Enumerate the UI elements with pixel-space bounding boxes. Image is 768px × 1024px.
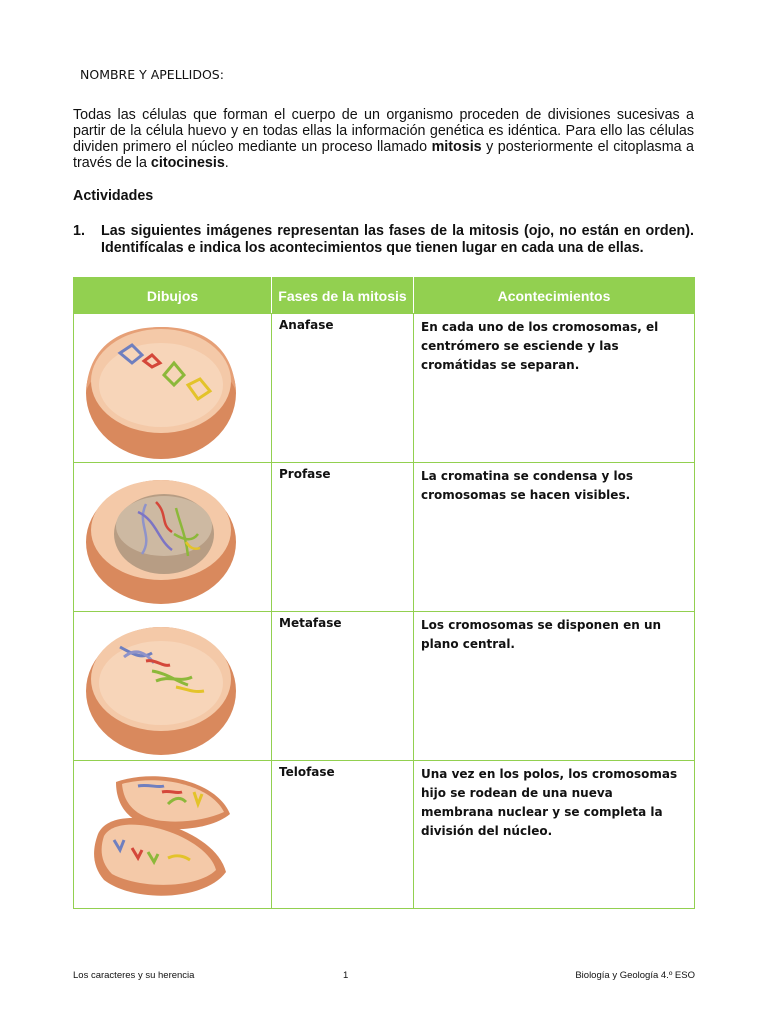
- intro-citocinesis-term: citocinesis: [150, 155, 225, 171]
- phase-name: Telofase: [272, 761, 414, 909]
- table-row: [74, 761, 695, 909]
- intro-paragraph: [73, 107, 694, 171]
- intro-text-3: .: [224, 155, 229, 171]
- phase-event: En cada uno de los cromosomas, el centrómero se esciende y las cromátidas se separan.: [414, 314, 695, 463]
- header-events: Acontecimientos: [414, 278, 695, 314]
- question-text: Las siguientes imágenes representan las fases de la mitosis (ojo, no están en orden). Identifícalas e indica los acontecimientos que tienen lugar en cada una de ellas.: [101, 223, 694, 256]
- question-number: 1.: [73, 223, 85, 239]
- phase-name: Metafase: [272, 612, 414, 761]
- anaphase-cell-illustration: [76, 315, 246, 461]
- intro-text-1: Todas las células que forman el cuerpo de un organismo proceden de divisiones sucesivas a partir de la célula huevo y en todas ellas la información genética es idéntica. Para ello las células dividen primero el núcleo mediante un proceso llamado: [73, 107, 694, 155]
- phase-event: Los cromosomas se disponen en un plano central.: [414, 612, 695, 761]
- table-row: [74, 463, 695, 612]
- student-name-label: NOMBRE Y APELLIDOS:: [80, 67, 224, 82]
- prophase-cell-illustration: [76, 464, 246, 610]
- phase-event: La cromatina se condensa y los cromosomas se hacen visibles.: [414, 463, 695, 612]
- intro-mitosis-term: mitosis: [431, 139, 482, 155]
- footer-page-number: 1: [343, 970, 349, 981]
- activities-heading: Actividades: [73, 188, 154, 204]
- header-phases: Fases de la mitosis: [272, 278, 414, 314]
- phase-name: Profase: [272, 463, 414, 612]
- intro-text-2: y posteriormente el citoplasma a través de la: [73, 139, 694, 171]
- drawing-cell: [74, 463, 272, 612]
- drawing-cell: [74, 314, 272, 463]
- metaphase-cell-illustration: [76, 613, 246, 759]
- table-row: [74, 612, 695, 761]
- phase-name: Anafase: [272, 314, 414, 463]
- mitosis-phases-table: [73, 277, 695, 909]
- drawing-cell: [74, 761, 272, 909]
- question-1: [73, 223, 694, 257]
- footer-course: Los caracteres y su herencia: [73, 970, 195, 981]
- drawing-cell: [74, 612, 272, 761]
- header-drawings: Dibujos: [74, 278, 272, 314]
- telophase-cell-illustration: [76, 762, 246, 908]
- table-row: [74, 314, 695, 463]
- footer-subject: Biología y Geología 4.º ESO: [575, 970, 695, 981]
- phase-event: Una vez en los polos, los cromosomas hijo se rodean de una nueva membrana nuclear y se completa la división del núcleo.: [414, 761, 695, 909]
- table-header-row: [74, 278, 695, 314]
